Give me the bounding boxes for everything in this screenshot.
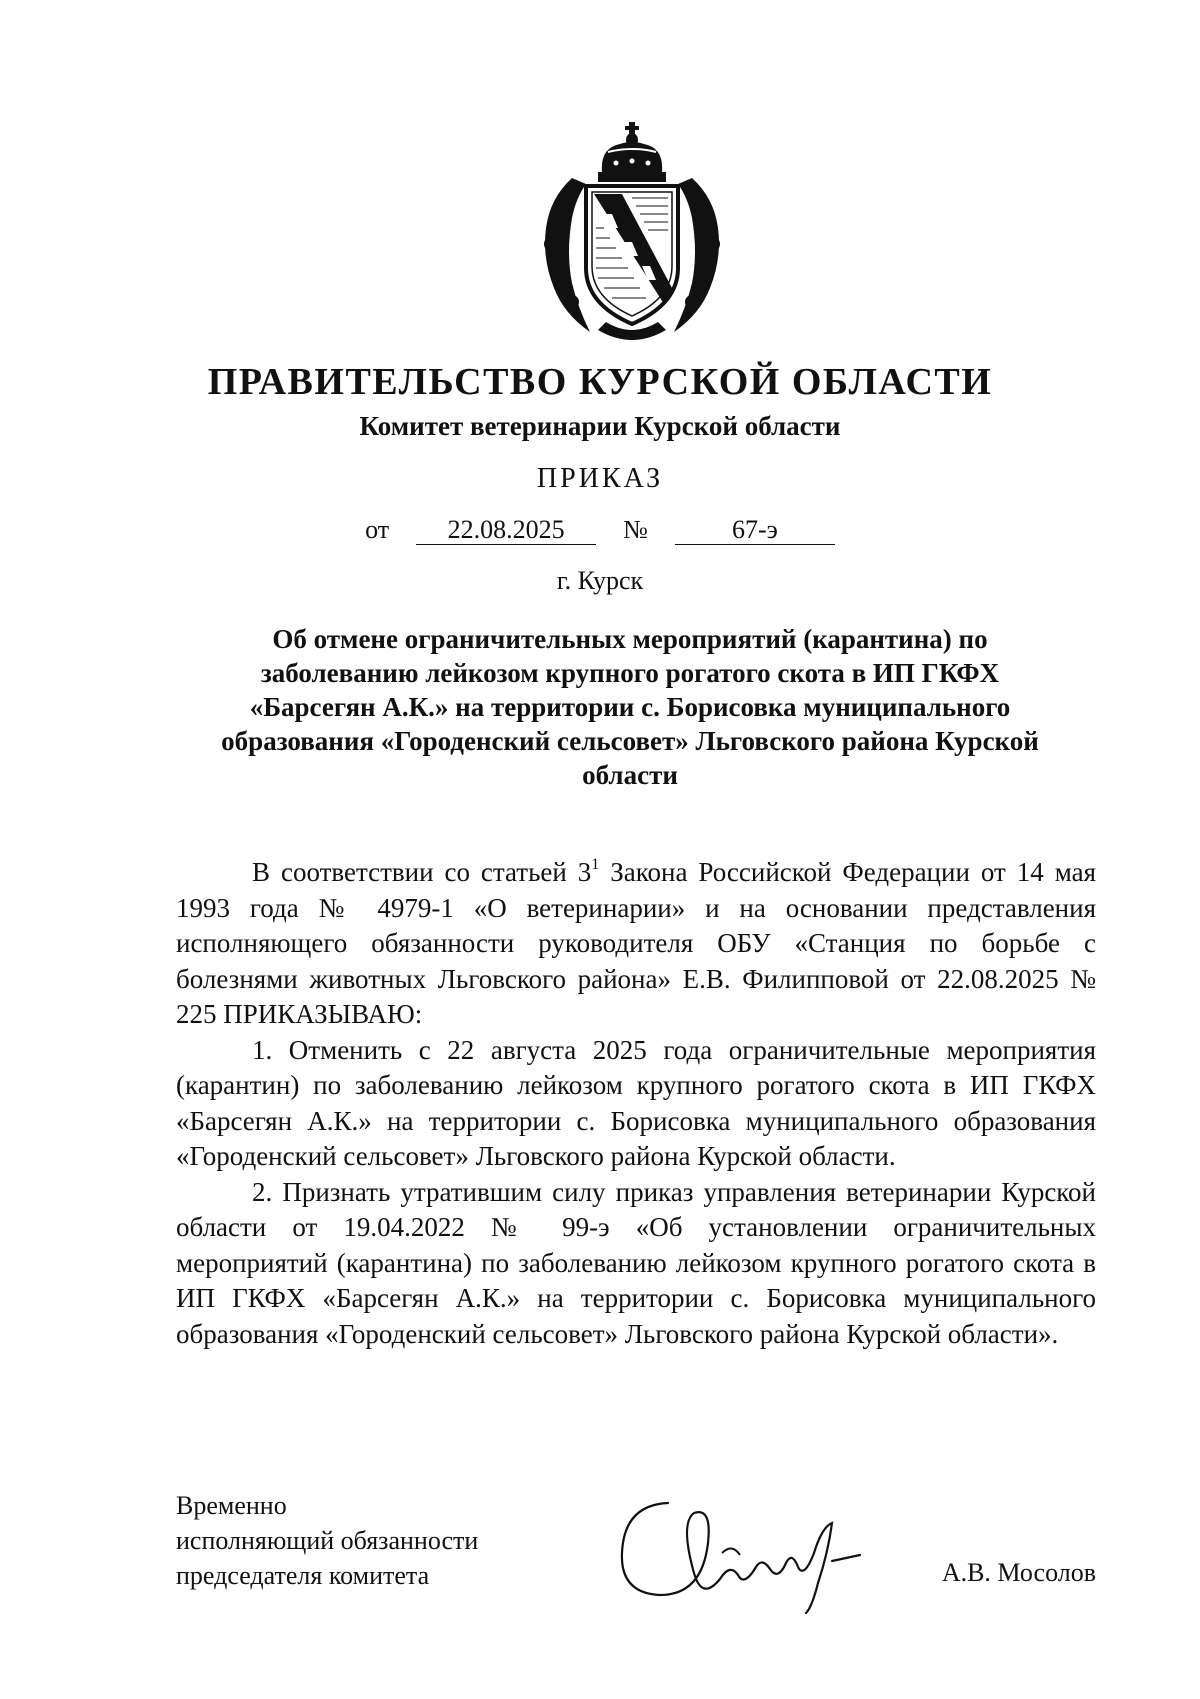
signatory-name: А.В. Мосолов (941, 1558, 1096, 1587)
order-item-2: 2. Признать утратившим силу приказ управления ветеринарии Курской области от 19.04.2022 № 99-э «Об установлении ограничительных мероприятий (карантина) по заболеванию лейкозом крупного рогатого скота в ИП ГКФХ «Барсегян А.К.» на территории с. Борисовка муниципального образования «Городенский сельсовет» Льговского района Курской области». (176, 1176, 1096, 1349)
coat-of-arms-icon (528, 118, 736, 350)
order-item-1: 1. Отменить с 22 августа 2025 года ограничительные мероприятия (карантин) по заболеванию лейкозом крупного рогатого скота в ИП ГКФХ «Барсегян А.К.» на территории с. Борисовка муниципального образования «Городенский сельсовет» Льговского района Курской области. (176, 1034, 1096, 1171)
superscript: 1 (591, 856, 600, 873)
document-number: 67-э (675, 516, 835, 545)
document-subject: Об отмене ограничительных мероприятий (карантина) по заболеванию лейкозом крупного рогатого скота в ИП ГКФХ «Барсегян А.К.» на территории с. Борисовка муниципального образования «Городенский сельсовет» Льговского района Курской области (221, 624, 1039, 790)
date-prefix: от (365, 515, 390, 544)
document-type: ПРИКАЗ (536, 463, 664, 494)
handwritten-signature (610, 1483, 880, 1623)
date-number-line (0, 515, 1200, 545)
number-sign: № (623, 515, 648, 544)
document-body (176, 855, 1096, 1352)
city: г. Курск (556, 566, 644, 595)
signatory-position: Временно исполняющий обязанности председателя комитета (176, 1491, 479, 1590)
document-date: 22.08.2025 (416, 516, 596, 545)
government-title: ПРАВИТЕЛЬСТВО КУРСКОЙ ОБЛАСТИ (207, 361, 993, 403)
preamble-paragraph: В соответствии со статьей $3^1$ Закона Российской Федерации от 14 мая 1993 года № 4979-1 «О ветеринарии» и на основании представления исполняющего обязанности руководителя ОБУ «Станция по борьбе с болезнями животных Льговского района» Е.В. Филипповой от 22.08.2025 № 225 ПРИКАЗЫВАЮ: (176, 856, 1096, 1029)
committee-name: Комитет ветеринарии Курской области (359, 411, 841, 441)
